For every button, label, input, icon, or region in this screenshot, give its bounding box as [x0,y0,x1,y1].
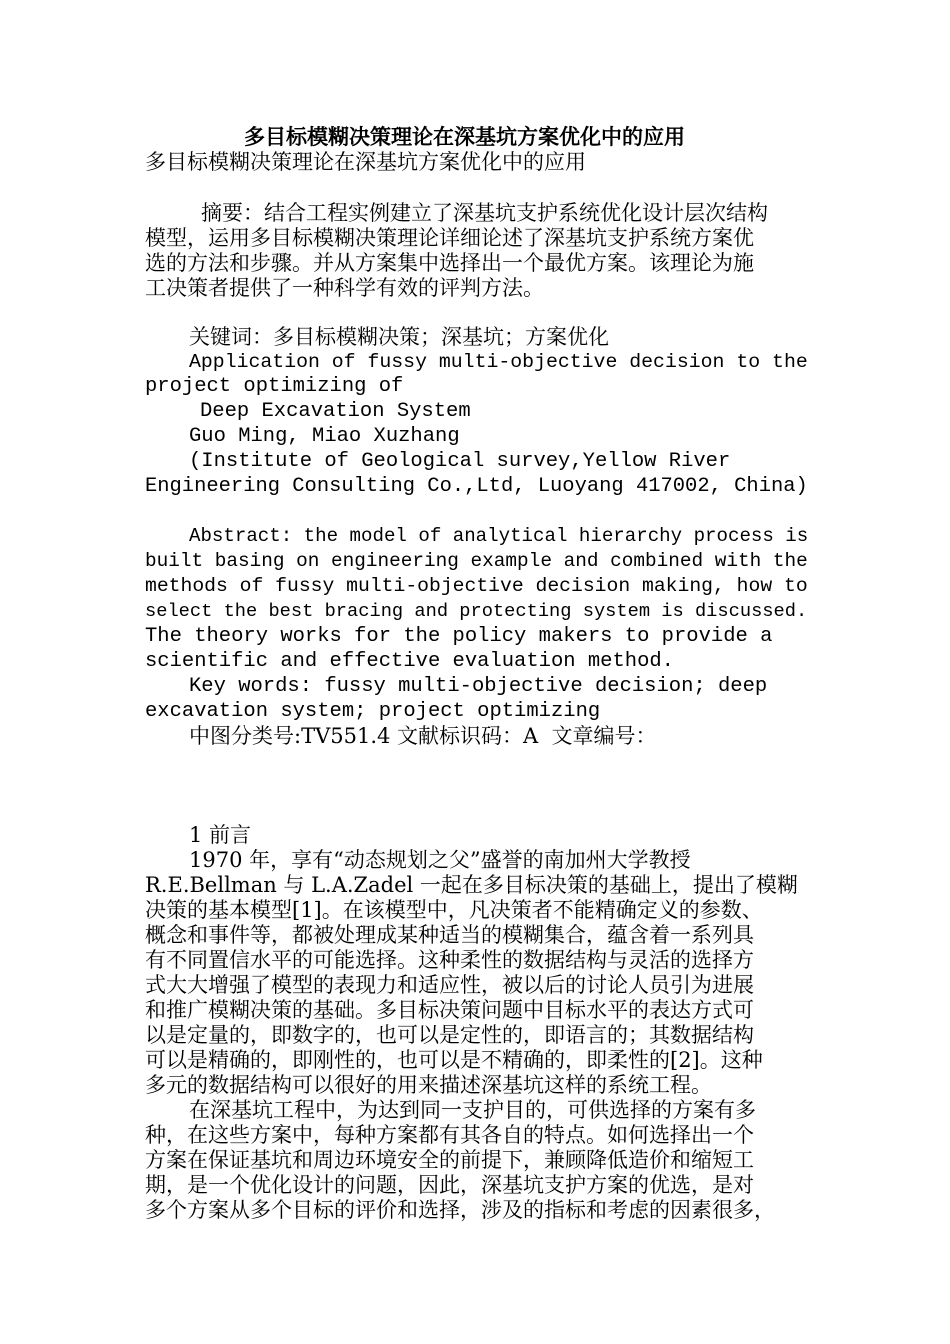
en-abstract-line: built basing on engineering example and combined with the [145,550,808,572]
en-keywords-line: Key words: fussy multi-objective decision; deep [189,675,768,698]
cn-abstract-line: 摘要：结合工程实例建立了深基坑支护系统优化设计层次结构 [201,201,768,225]
affiliation-line: (Institute of Geological survey,Yellow River [189,450,731,473]
document-title: 多目标模糊决策理论在深基坑方案优化中的应用 [244,124,685,149]
paragraph-line: 决策的基本模型[1]。在该模型中，凡决策者不能精确定义的参数、 [145,898,763,922]
paragraph-line: R.E.Bellman 与 L.A.Zadel 一起在多目标决策的基础上，提出了模糊 [145,873,798,897]
paragraph-line: 期，是一个优化设计的问题，因此，深基坑支护方案的优选，是对 [145,1173,754,1197]
en-title-line: Deep Excavation System [200,400,471,423]
en-abstract-line: Abstract: the model of analytical hierarchy process is [189,525,809,547]
en-abstract-line: scientific and effective evaluation method. [145,650,674,673]
paragraph-line: 有不同置信水平的可能选择。这种柔性的数据结构与灵活的选择方 [145,948,754,972]
paragraph-line: 在深基坑工程中，为达到同一支护目的，可供选择的方案有多 [189,1098,756,1122]
paragraph-line: 种，在这些方案中，每种方案都有其各自的特点。如何选择出一个 [145,1123,754,1147]
en-title-line: project optimizing of [145,375,404,398]
document-subtitle: 多目标模糊决策理论在深基坑方案优化中的应用 [145,150,586,174]
en-abstract-line: select the best bracing and protecting system is discussed. [145,600,808,622]
paragraph-line: 式大大增强了模型的表现力和适应性，被以后的讨论人员引为进展 [145,973,754,997]
paragraph-line: 方案在保证基坑和周边环境安全的前提下，兼顾降低造价和缩短工 [145,1148,754,1172]
paragraph-line: 1970 年，享有“动态规划之父”盛誉的南加州大学教授 [189,848,691,872]
paragraph-line: 多元的数据结构可以很好的用来描述深基坑这样的系统工程。 [145,1073,712,1097]
paragraph-line: 以是定量的，即数字的，也可以是定性的，即语言的；其数据结构 [145,1023,754,1047]
cn-abstract-line: 模型，运用多目标模糊决策理论详细论述了深基坑支护系统方案优 [145,226,754,250]
paragraph-line: 可以是精确的，即刚性的，也可以是不精确的，即柔性的[2]。这种 [145,1048,763,1072]
cn-keywords: 关键词：多目标模糊决策；深基坑；方案优化 [189,325,609,349]
cn-abstract-line: 工决策者提供了一种科学有效的评判方法。 [145,276,544,300]
classification-line: 中图分类号:TV551.4 文献标识码：A 文章编号： [189,724,657,748]
paragraph-line: 多个方案从多个目标的评价和选择，涉及的指标和考虑的因素很多， [145,1198,775,1222]
en-abstract-line: methods of fussy multi-objective decision making, how to [145,575,808,597]
section-heading: 1 前言 [189,823,252,847]
paragraph-line: 概念和事件等，都被处理成某种适当的模糊集合，蕴含着一系列具 [145,923,754,947]
authors: Guo Ming, Miao Xuzhang [189,425,460,448]
en-title-line: Application of fussy multi-objective decision to the [189,350,808,373]
en-abstract-line: The theory works for the policy makers to provide a [145,625,773,648]
cn-abstract-line: 选的方法和步骤。并从方案集中选择出一个最优方案。该理论为施 [145,251,754,275]
paragraph-line: 和推广模糊决策的基础。多目标决策问题中目标水平的表达方式可 [145,998,754,1022]
en-keywords-line: excavation system; project optimizing [145,700,601,723]
affiliation-line: Engineering Consulting Co.,Ltd, Luoyang 417002, China) [145,475,808,498]
